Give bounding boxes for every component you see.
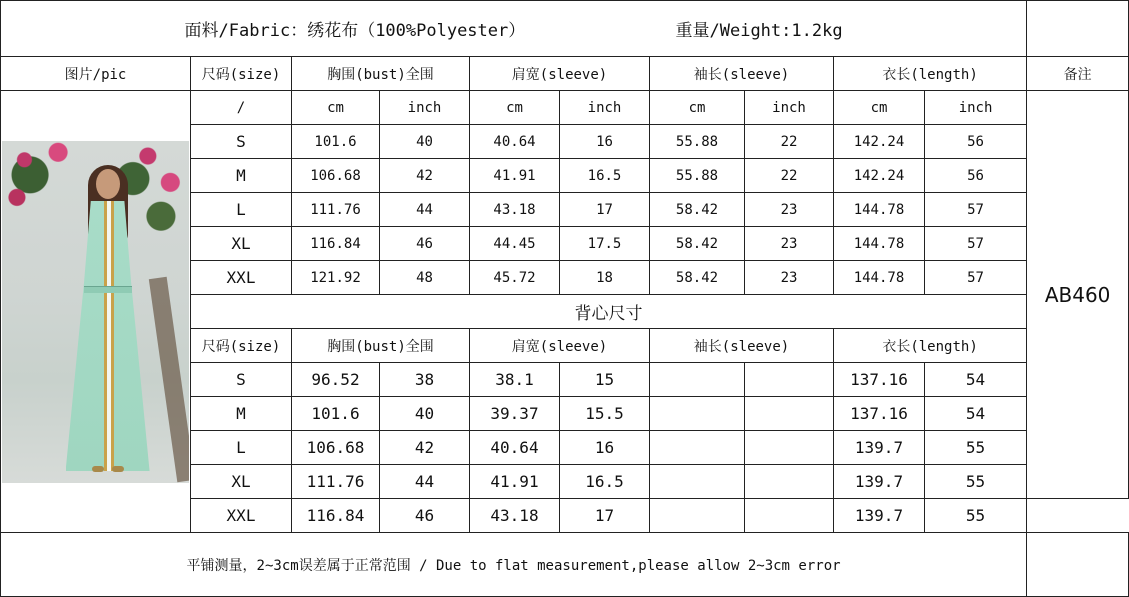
value-cell: 44 — [380, 193, 470, 227]
value-cell: 16 — [560, 125, 650, 159]
value-cell: 139.7 — [834, 465, 925, 499]
value-cell: 22 — [745, 159, 834, 193]
product-code: AB460 — [1027, 91, 1129, 499]
value-cell: 43.18 — [470, 499, 560, 533]
value-cell: 15.5 — [560, 397, 650, 431]
value-cell: 55.88 — [650, 159, 745, 193]
value-cell: 96.52 — [292, 363, 380, 397]
value-cell: 16 — [560, 431, 650, 465]
fabric-label: 面料/Fabric：绣花布（100%Polyester） — [184, 21, 526, 41]
value-cell: 57 — [925, 261, 1027, 295]
unit-inch: inch — [560, 91, 650, 125]
value-cell: 57 — [925, 193, 1027, 227]
value-cell — [650, 431, 745, 465]
value-cell: 139.7 — [834, 431, 925, 465]
value-cell: 16.5 — [560, 465, 650, 499]
size-cell: XXL — [191, 261, 292, 295]
value-cell: 43.18 — [470, 193, 560, 227]
value-cell: 54 — [925, 397, 1027, 431]
col-length: 衣长(length) — [834, 57, 1027, 91]
value-cell: 46 — [380, 499, 470, 533]
value-cell — [745, 363, 834, 397]
col-note: 备注 — [1027, 57, 1129, 91]
header-empty-cell — [1027, 1, 1129, 57]
unit-inch: inch — [380, 91, 470, 125]
size-cell: XL — [191, 227, 292, 261]
value-cell: 17 — [560, 499, 650, 533]
size-cell: L — [191, 431, 292, 465]
value-cell: 40.64 — [470, 125, 560, 159]
value-cell: 111.76 — [292, 465, 380, 499]
value-cell: 55 — [925, 499, 1027, 533]
unit-slash: / — [191, 91, 292, 125]
col-size: 尺码(size) — [191, 329, 292, 363]
value-cell — [650, 397, 745, 431]
value-cell: 41.91 — [470, 159, 560, 193]
col-shoulder: 肩宽(sleeve) — [470, 57, 650, 91]
col-length: 衣长(length) — [834, 329, 1027, 363]
value-cell: 42 — [380, 431, 470, 465]
value-cell: 101.6 — [292, 125, 380, 159]
value-cell: 22 — [745, 125, 834, 159]
size-cell: M — [191, 397, 292, 431]
value-cell: 58.42 — [650, 193, 745, 227]
unit-cm: cm — [292, 91, 380, 125]
value-cell: 106.68 — [292, 159, 380, 193]
value-cell: 101.6 — [292, 397, 380, 431]
value-cell: 40.64 — [470, 431, 560, 465]
value-cell: 116.84 — [292, 227, 380, 261]
value-cell: 137.16 — [834, 363, 925, 397]
measurement-note: 平铺测量，2~3cm误差属于正常范围 / Due to flat measurement,please allow 2~3cm error — [1, 533, 1027, 597]
value-cell — [650, 363, 745, 397]
value-cell: 45.72 — [470, 261, 560, 295]
value-cell: 58.42 — [650, 261, 745, 295]
value-cell: 18 — [560, 261, 650, 295]
model-photo-cell — [1, 91, 191, 533]
col-bust: 胸围(bust)全围 — [292, 329, 470, 363]
value-cell: 55.88 — [650, 125, 745, 159]
value-cell: 41.91 — [470, 465, 560, 499]
value-cell: 137.16 — [834, 397, 925, 431]
value-cell: 116.84 — [292, 499, 380, 533]
value-cell: 17.5 — [560, 227, 650, 261]
model-photo-icon — [2, 141, 189, 483]
vest-section-title: 背心尺寸 — [191, 295, 1027, 329]
value-cell — [650, 465, 745, 499]
value-cell: 23 — [745, 227, 834, 261]
col-pic: 图片/pic — [1, 57, 191, 91]
value-cell: 142.24 — [834, 125, 925, 159]
value-cell: 17 — [560, 193, 650, 227]
value-cell: 56 — [925, 125, 1027, 159]
col-size: 尺码(size) — [191, 57, 292, 91]
value-cell: 44 — [380, 465, 470, 499]
value-cell: 56 — [925, 159, 1027, 193]
value-cell: 15 — [560, 363, 650, 397]
value-cell: 144.78 — [834, 193, 925, 227]
col-sleeve: 袖长(sleeve) — [650, 329, 834, 363]
size-cell: XL — [191, 465, 292, 499]
value-cell: 48 — [380, 261, 470, 295]
size-cell: XXL — [191, 499, 292, 533]
value-cell: 46 — [380, 227, 470, 261]
value-cell: 139.7 — [834, 499, 925, 533]
unit-cm: cm — [650, 91, 745, 125]
value-cell: 121.92 — [292, 261, 380, 295]
unit-inch: inch — [745, 91, 834, 125]
size-cell: M — [191, 159, 292, 193]
size-cell: S — [191, 363, 292, 397]
value-cell — [745, 499, 834, 533]
value-cell: 55 — [925, 465, 1027, 499]
value-cell: 57 — [925, 227, 1027, 261]
value-cell: 23 — [745, 193, 834, 227]
unit-inch: inch — [925, 91, 1027, 125]
value-cell — [745, 431, 834, 465]
col-sleeve: 袖长(sleeve) — [650, 57, 834, 91]
value-cell: 16.5 — [560, 159, 650, 193]
value-cell: 144.78 — [834, 261, 925, 295]
size-cell: S — [191, 125, 292, 159]
value-cell: 54 — [925, 363, 1027, 397]
value-cell: 106.68 — [292, 431, 380, 465]
size-cell: L — [191, 193, 292, 227]
value-cell: 55 — [925, 431, 1027, 465]
value-cell: 111.76 — [292, 193, 380, 227]
value-cell — [745, 465, 834, 499]
value-cell: 38.1 — [470, 363, 560, 397]
value-cell: 40 — [380, 125, 470, 159]
value-cell: 40 — [380, 397, 470, 431]
value-cell — [745, 397, 834, 431]
value-cell — [650, 499, 745, 533]
unit-cm: cm — [470, 91, 560, 125]
value-cell: 39.37 — [470, 397, 560, 431]
weight-label: 重量/Weight:1.2kg — [675, 21, 843, 41]
value-cell: 144.78 — [834, 227, 925, 261]
col-bust: 胸围(bust)全围 — [292, 57, 470, 91]
value-cell: 38 — [380, 363, 470, 397]
unit-cm: cm — [834, 91, 925, 125]
value-cell: 44.45 — [470, 227, 560, 261]
value-cell: 142.24 — [834, 159, 925, 193]
col-shoulder: 肩宽(sleeve) — [470, 329, 650, 363]
value-cell: 23 — [745, 261, 834, 295]
fabric-weight-header — [1, 1, 1027, 57]
value-cell: 58.42 — [650, 227, 745, 261]
value-cell: 42 — [380, 159, 470, 193]
